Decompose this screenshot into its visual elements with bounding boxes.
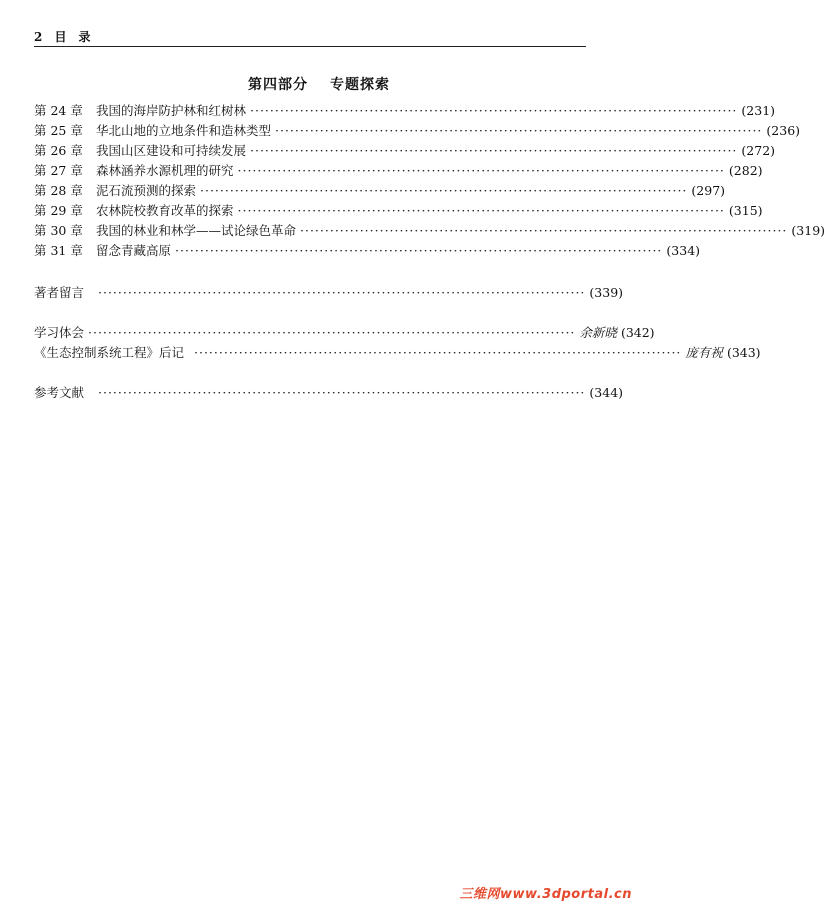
chapter-number: 第 28 章: [34, 183, 83, 198]
chapter-title: 泥石流预测的探索: [96, 183, 197, 198]
toc-entry[interactable]: [34, 182, 726, 200]
chapter-title: 留念青藏高原: [96, 243, 172, 258]
dot-leader: ··································································································: [200, 183, 688, 198]
section-part: 第四部分: [248, 77, 308, 93]
dot-leader: ··································································································: [250, 103, 738, 118]
chapter-number: 第 24 章: [34, 103, 83, 118]
dot-leader: ··································································································: [250, 143, 738, 158]
page-ref: (236): [766, 123, 801, 138]
chapter-title: 森林涵养水源机理的研究: [96, 163, 234, 178]
chapter-number: 第 29 章: [34, 203, 83, 218]
section-name: 专题探索: [330, 77, 390, 93]
dot-leader: ··································································································: [98, 285, 586, 300]
toc-entry[interactable]: [34, 222, 825, 240]
dot-leader: ··································································································: [237, 203, 725, 218]
page-ref: (342): [620, 325, 655, 340]
toc-entry[interactable]: [34, 202, 763, 220]
page-ref: (272): [741, 143, 776, 158]
entry-title: 参考文献: [34, 385, 85, 400]
dot-leader: ··································································································: [98, 385, 586, 400]
entry-author: 余新晓: [579, 325, 617, 340]
toc-entry[interactable]: [34, 284, 624, 302]
toc-entry[interactable]: [34, 122, 801, 140]
page-ref: (334): [666, 243, 701, 258]
chapter-title: 农林院校教育改革的探索: [96, 203, 234, 218]
toc-entry[interactable]: [34, 384, 624, 402]
dot-leader: ··································································································: [300, 223, 788, 238]
page-ref: (319): [791, 223, 825, 238]
chapter-number: 第 27 章: [34, 163, 83, 178]
page-ref: (231): [741, 103, 776, 118]
entry-title: 学习体会: [34, 325, 85, 340]
chapter-number: 第 31 章: [34, 243, 83, 258]
toc-entry[interactable]: [34, 162, 763, 180]
chapter-number: 第 30 章: [34, 223, 83, 238]
chapter-title: 华北山地的立地条件和造林类型: [96, 123, 272, 138]
page-ref: (344): [589, 385, 624, 400]
toc-entry[interactable]: [34, 142, 776, 160]
dot-leader: ··································································································: [194, 345, 682, 360]
page-header: [34, 28, 586, 47]
dot-leader: ··································································································: [88, 325, 576, 340]
page-ref: (282): [728, 163, 763, 178]
toc-entry[interactable]: [34, 242, 701, 260]
page-ref: (297): [691, 183, 726, 198]
entry-title: 《生态控制系统工程》后记: [34, 345, 185, 360]
chapter-number: 第 26 章: [34, 143, 83, 158]
page-ref: (339): [589, 285, 624, 300]
dot-leader: ··································································································: [175, 243, 663, 258]
chapter-title: 我国的林业和林学——试论绿色革命: [96, 223, 297, 238]
toc-entry[interactable]: [34, 344, 761, 362]
toc-entry[interactable]: [34, 102, 776, 120]
entry-title: 著者留言: [34, 285, 85, 300]
site-watermark: 三维网www.3dportal.cn: [459, 887, 632, 902]
chapter-number: 第 25 章: [34, 123, 83, 138]
toc-entry[interactable]: [34, 324, 655, 342]
chapter-title: 我国的海岸防护林和红树林: [96, 103, 247, 118]
entry-author: 庞有祝: [685, 345, 723, 360]
dot-leader: ··································································································: [275, 123, 763, 138]
dot-leader: ··································································································: [237, 163, 725, 178]
page-ref: (343): [726, 345, 761, 360]
header-page-number: 2: [34, 30, 43, 44]
page-ref: (315): [728, 203, 763, 218]
chapter-title: 我国山区建设和可持续发展: [96, 143, 247, 158]
section-title: [0, 74, 638, 94]
header-label: 目 录: [54, 30, 91, 44]
